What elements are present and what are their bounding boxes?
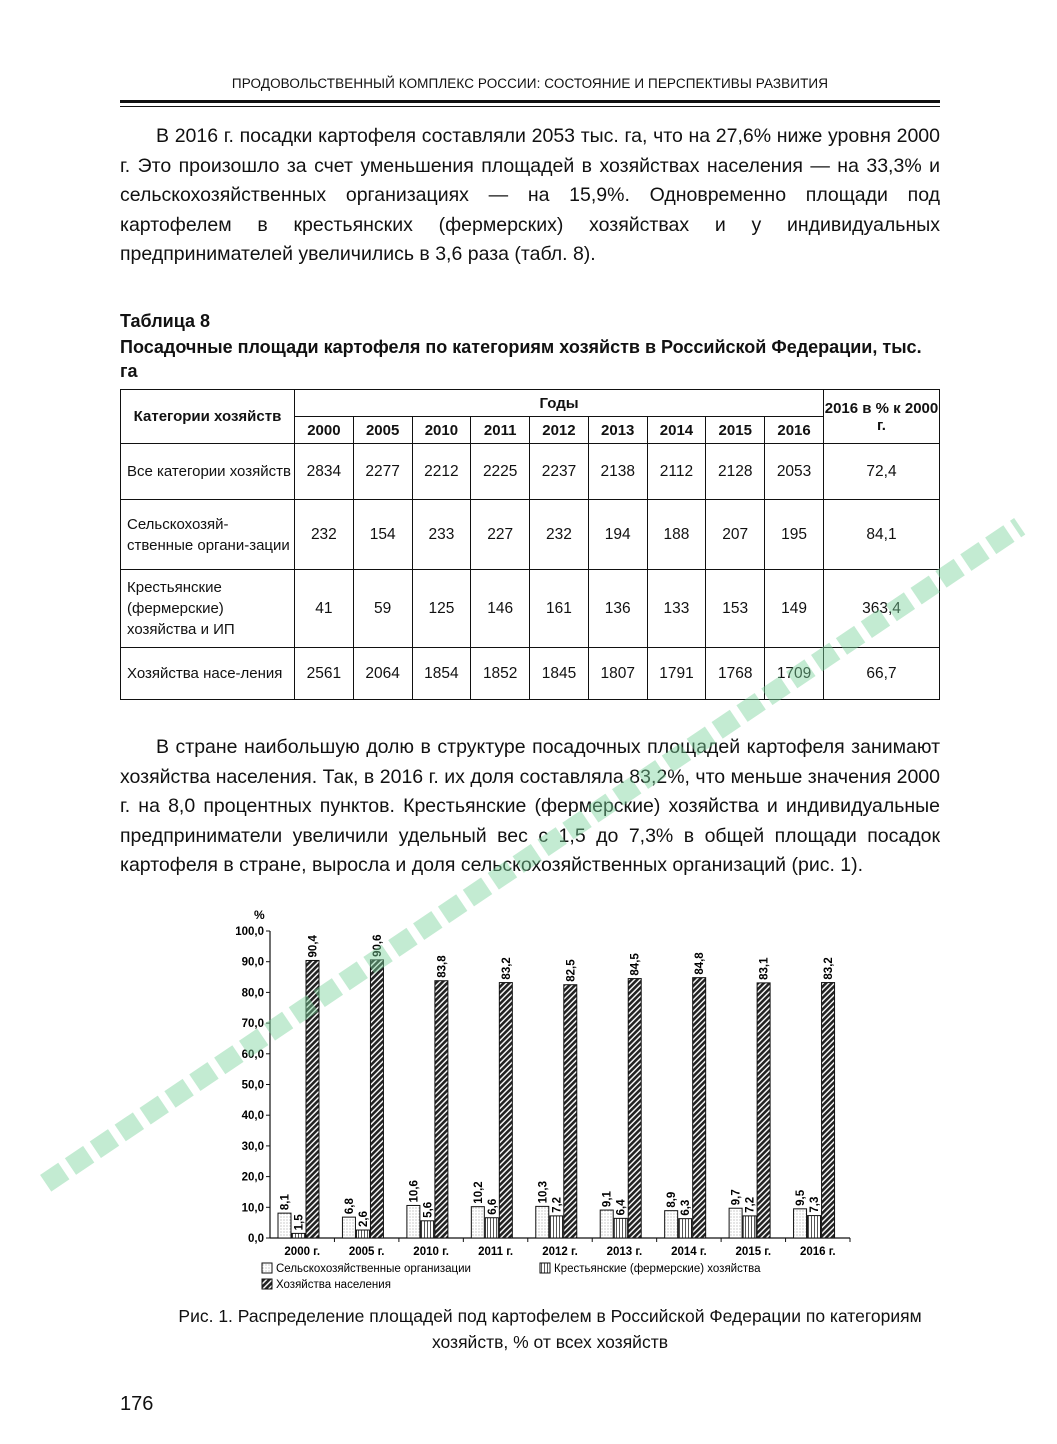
header-year: 2015 <box>706 417 765 444</box>
table-cell: 2138 <box>588 444 647 500</box>
header-years: Годы <box>295 390 824 417</box>
figure-caption: Рис. 1. Распределение площадей под картофелем в Российской Федерации по категориям хозяйств, % от всех хозяйств <box>178 1306 922 1352</box>
data-label: 82,5 <box>565 959 578 982</box>
header-ratio: 2016 в % к 2000 г. <box>824 390 940 444</box>
table-cell: 2053 <box>765 444 824 500</box>
legend-label: Крестьянские (фермерские) хозяйства <box>554 1263 761 1275</box>
running-head: ПРОДОВОЛЬСТВЕННЫЙ КОМПЛЕКС РОССИИ: СОСТОЯНИЕ И ПЕРСПЕКТИВЫ РАЗВИТИЯ <box>231 76 829 91</box>
y-tick-label: 60,0 <box>241 1048 264 1061</box>
header-year: 2013 <box>588 417 647 444</box>
legend-swatch <box>262 1263 272 1273</box>
bar <box>794 1209 807 1238</box>
data-label: 9,1 <box>601 1191 614 1208</box>
table-cell: 233 <box>412 500 471 570</box>
table-cell: 2834 <box>295 444 354 500</box>
paragraph-2: В стране наибольшую долю в структуре посадочных площадей картофеля занимают хозяйства населения. Так, в 2016 г. их доля составляла 83,2%, что меньше значения 2000 г. на 8,0 процентных пунктов. Крестьянские (фермерские) хозяйства и индивидуальные предприниматели увеличили удельный вес с 1,5 до 7,3% в общей площади посадок картофеля в стране, выросла и доля сельскохозяйственных организаций (рис. 1). <box>120 736 940 876</box>
x-tick-label: 2015 г. <box>735 1246 772 1258</box>
ratio-cell: 66,7 <box>824 648 940 700</box>
header-year: 2012 <box>530 417 589 444</box>
table-cell: 232 <box>530 500 589 570</box>
table-cell: 1768 <box>706 648 765 700</box>
table-cell: 2128 <box>706 444 765 500</box>
table-cell: 207 <box>706 500 765 570</box>
bar <box>600 1210 613 1238</box>
x-tick-label: 2012 г. <box>542 1246 578 1258</box>
x-tick-label: 2010 г. <box>413 1246 449 1258</box>
data-label: 8,1 <box>279 1194 292 1211</box>
bar <box>628 979 641 1238</box>
table-cell: 1709 <box>765 648 824 700</box>
data-label: 83,1 <box>758 957 771 980</box>
header-year: 2014 <box>647 417 706 444</box>
y-tick-label: 70,0 <box>241 1018 264 1031</box>
header-year: 2016 <box>765 417 824 444</box>
table-caption: Посадочные площади картофеля по категориям хозяйств в Российской Федерации, тыс. га <box>120 337 922 381</box>
bar <box>757 983 770 1238</box>
data-label: 2,6 <box>357 1211 370 1228</box>
bar <box>356 1230 369 1238</box>
bar <box>564 985 577 1238</box>
table-cell: 161 <box>530 570 589 648</box>
bar <box>278 1213 291 1238</box>
y-axis-label: % <box>254 908 265 922</box>
table-cell: 2561 <box>295 648 354 700</box>
data-label: 6,3 <box>680 1199 693 1216</box>
data-label: 83,2 <box>500 957 513 980</box>
table-cell: 2237 <box>530 444 589 500</box>
table-cell: 2212 <box>412 444 471 500</box>
bar <box>499 983 512 1238</box>
header-rule-thin <box>120 106 940 107</box>
table-row <box>121 444 940 500</box>
table-cell: 227 <box>471 500 530 570</box>
table-row <box>121 648 940 700</box>
bar-chart <box>160 895 860 1305</box>
bar <box>485 1218 498 1238</box>
legend-label: Сельскохозяйственные организации <box>276 1263 471 1275</box>
data-label: 1,5 <box>293 1214 306 1231</box>
bar <box>370 960 383 1238</box>
table-cell: 1807 <box>588 648 647 700</box>
header-year: 2010 <box>412 417 471 444</box>
table-cell: 1845 <box>530 648 589 700</box>
x-tick-label: 2011 г. <box>478 1246 514 1258</box>
y-tick-label: 40,0 <box>241 1110 264 1123</box>
data-label: 10,6 <box>408 1180 421 1203</box>
data-label: 6,6 <box>486 1198 499 1215</box>
bar <box>822 983 835 1238</box>
y-tick-label: 90,0 <box>241 956 264 969</box>
y-tick-label: 50,0 <box>241 1079 264 1092</box>
bar <box>435 981 448 1238</box>
bar <box>665 1211 678 1238</box>
data-label: 7,3 <box>809 1196 822 1213</box>
data-label: 7,2 <box>744 1196 757 1213</box>
table-cell: 154 <box>353 500 412 570</box>
table-row <box>121 570 940 648</box>
table-cell: 2112 <box>647 444 706 500</box>
data-label: 83,8 <box>436 955 449 978</box>
table-cell: 188 <box>647 500 706 570</box>
data-label: 8,9 <box>666 1191 679 1208</box>
table-cell: 153 <box>706 570 765 648</box>
ratio-cell: 72,4 <box>824 444 940 500</box>
table-cell: 194 <box>588 500 647 570</box>
header-year: 2005 <box>353 417 412 444</box>
paragraph-1: В 2016 г. посадки картофеля составляли 2053 тыс. га, что на 27,6% ниже уровня 2000 г. Это произошло за счет уменьшения площадей в хозяйствах населения — на 33,3% и сельскохозяйственных организациях — на 15,9%. Одновременно площади под картофелем в крестьянских (фермерских) хозяйствах и у индивидуальных предпринимателей увеличились в 3,6 раза (табл. 8). <box>120 125 940 265</box>
bar <box>407 1205 420 1238</box>
table-cell: 125 <box>412 570 471 648</box>
bar <box>536 1206 549 1238</box>
table-cell: 133 <box>647 570 706 648</box>
legend-swatch <box>262 1279 272 1289</box>
bar <box>808 1216 821 1238</box>
row-category: Сельскохозяй-ственные органи-зации <box>121 500 295 570</box>
bar <box>342 1217 355 1238</box>
y-tick-label: 0,0 <box>248 1233 264 1245</box>
y-tick-label: 100,0 <box>235 926 264 938</box>
table-cell: 136 <box>588 570 647 648</box>
table-number: Таблица 8 <box>120 311 211 331</box>
table-cell: 1791 <box>647 648 706 700</box>
ratio-cell: 363,4 <box>824 570 940 648</box>
row-category: Все категории хозяйств <box>121 444 295 500</box>
header-year: 2000 <box>295 417 354 444</box>
bar <box>421 1221 434 1238</box>
y-tick-label: 20,0 <box>241 1171 264 1184</box>
bar <box>743 1216 756 1238</box>
bar <box>550 1216 563 1238</box>
header-category: Категории хозяйств <box>121 390 295 444</box>
y-tick-label: 30,0 <box>241 1140 264 1153</box>
data-label: 6,4 <box>615 1199 628 1216</box>
table-cell: 1854 <box>412 648 471 700</box>
planting-area-table <box>120 389 940 700</box>
page-number: 176 <box>120 1393 154 1415</box>
row-category: Хозяйства насе-ления <box>121 648 295 700</box>
table-cell: 146 <box>471 570 530 648</box>
table-cell: 2064 <box>353 648 412 700</box>
table-cell: 2225 <box>471 444 530 500</box>
x-tick-label: 2005 г. <box>348 1246 385 1258</box>
bar <box>306 960 319 1238</box>
data-label: 84,8 <box>694 952 707 975</box>
bar <box>292 1233 305 1238</box>
data-label: 10,3 <box>537 1180 550 1204</box>
data-label: 9,7 <box>730 1189 743 1206</box>
chart-container <box>160 895 860 1305</box>
table-cell: 149 <box>765 570 824 648</box>
y-tick-label: 80,0 <box>241 987 264 1000</box>
row-category: Крестьянские (фермерские) хозяйства и ИП <box>121 570 295 648</box>
table-cell: 41 <box>295 570 354 648</box>
x-tick-label: 2014 г. <box>671 1246 707 1258</box>
data-label: 9,5 <box>795 1189 808 1206</box>
legend-label: Хозяйства населения <box>276 1279 391 1291</box>
table-cell: 2277 <box>353 444 412 500</box>
data-label: 6,8 <box>343 1198 356 1215</box>
header-rule-thick <box>120 100 940 103</box>
table-cell: 1852 <box>471 648 530 700</box>
data-label: 84,5 <box>629 953 642 976</box>
data-label: 5,6 <box>422 1201 435 1218</box>
ratio-cell: 84,1 <box>824 500 940 570</box>
data-label: 10,2 <box>472 1181 485 1204</box>
x-tick-label: 2016 г. <box>799 1246 836 1258</box>
y-tick-label: 10,0 <box>241 1202 264 1215</box>
bar <box>693 978 706 1238</box>
bar <box>679 1219 692 1238</box>
header-year: 2011 <box>471 417 530 444</box>
table-cell: 59 <box>353 570 412 648</box>
legend-swatch <box>540 1263 550 1273</box>
data-label: 83,2 <box>823 957 836 980</box>
bar <box>614 1218 627 1238</box>
table-cell: 195 <box>765 500 824 570</box>
x-tick-label: 2013 г. <box>606 1246 643 1258</box>
table-cell: 232 <box>295 500 354 570</box>
bar <box>729 1208 742 1238</box>
x-tick-label: 2000 г. <box>284 1246 321 1258</box>
data-label: 7,2 <box>551 1196 564 1213</box>
table-row <box>121 500 940 570</box>
bar <box>471 1207 484 1238</box>
data-label: 90,6 <box>371 934 384 957</box>
data-label: 90,4 <box>307 935 320 958</box>
